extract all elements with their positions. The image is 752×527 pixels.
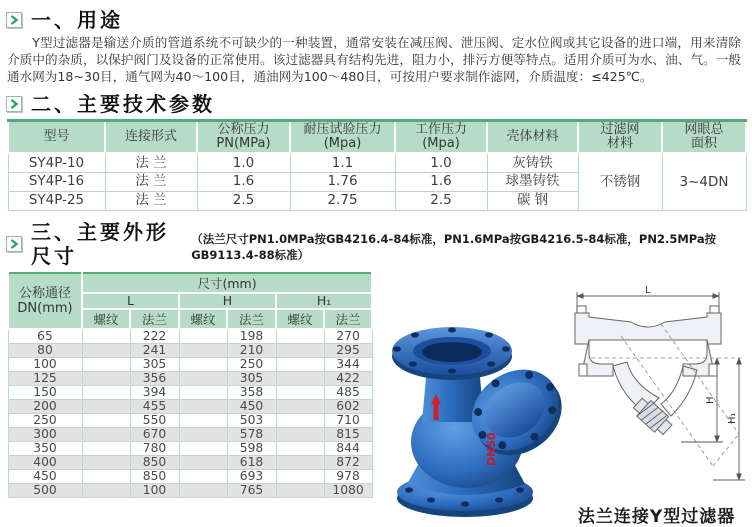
col-header-dn: 公称通径 DN(mm)	[8, 273, 82, 329]
dim-table-cell	[82, 385, 130, 399]
dim-table-cell	[82, 357, 130, 371]
dim-table-cell: 356	[130, 371, 179, 385]
dim-table-cell: 670	[130, 427, 179, 441]
dim-table-row	[8, 357, 372, 371]
dim-table-cell: 300	[8, 427, 82, 441]
dim-table-cell: 100	[8, 357, 82, 371]
tech-table-header-row	[8, 121, 746, 154]
dim-table-cell	[82, 483, 130, 497]
dim-table-cell: 850	[130, 469, 179, 483]
section-header-params	[6, 92, 744, 116]
dim-table-cell: 1080	[324, 483, 372, 497]
dim-table-cell: 241	[130, 343, 179, 357]
dim-table-cell	[276, 399, 324, 413]
dim-table-cell: 602	[324, 399, 372, 413]
dim-table-cell	[276, 469, 324, 483]
dim-table-row	[8, 413, 372, 427]
cell-test-pressure: 1.76	[290, 172, 395, 191]
dim-table-row	[8, 399, 372, 413]
dim-table-cell: 250	[227, 357, 276, 371]
dim-table-cell	[179, 329, 227, 344]
dim-table-cell: 710	[324, 413, 372, 427]
dim-table-cell: 578	[227, 427, 276, 441]
cell-model: SY4P-10	[8, 153, 105, 172]
dim-table-cell	[179, 469, 227, 483]
dim-table-cell	[179, 441, 227, 455]
col-header-flange: 法兰	[324, 309, 372, 329]
dim-table-row	[8, 371, 372, 385]
cell-nominal-pressure: 2.5	[197, 191, 290, 210]
valve-marking: DN50	[485, 432, 499, 466]
dim-table-cell: 305	[130, 357, 179, 371]
dim-table-cell: 455	[130, 399, 179, 413]
dim-table-cell: 100	[130, 483, 179, 497]
cell-connection: 法 兰	[105, 191, 197, 210]
dim-table-cell	[276, 427, 324, 441]
dim-table-cell: 65	[8, 329, 82, 344]
dim-table-cell: 222	[130, 329, 179, 344]
dim-table-cell: 598	[227, 441, 276, 455]
col-header-test-pressure: 耐压试验压力 (Mpa)	[290, 121, 395, 154]
dim-table-cell	[179, 385, 227, 399]
cell-body-material: 碳 钢	[487, 191, 578, 210]
dim-table-cell: 500	[8, 483, 82, 497]
cell-body-material: 灰铸铁	[487, 153, 578, 172]
cell-nominal-pressure: 1.0	[197, 153, 290, 172]
dim-table-row	[8, 469, 372, 483]
dim-table-cell	[82, 329, 130, 344]
dim-table-cell	[276, 385, 324, 399]
dimension-table	[7, 272, 373, 498]
dim-table-cell	[276, 371, 324, 385]
dim-table-cell	[179, 483, 227, 497]
col-group-L: L	[82, 293, 179, 309]
section-title-params: 二、主要技术参数	[31, 92, 215, 117]
dim-table-cell	[276, 483, 324, 497]
dim-table-cell: 503	[227, 413, 276, 427]
dim-table-cell: 210	[227, 343, 276, 357]
dim-table-cell: 815	[324, 427, 372, 441]
col-header-nominal-pressure: 公称压力 PN(MPa)	[197, 121, 290, 154]
dim-table-cell: 618	[227, 455, 276, 469]
dim-table-cell	[82, 413, 130, 427]
dim-table-row	[8, 427, 372, 441]
figure-caption: 法兰连接Y型过滤器	[577, 506, 736, 527]
col-header-working-pressure: 工作压力 (Mpa)	[395, 121, 487, 154]
col-header-flange: 法兰	[227, 309, 276, 329]
dim-label-L: L	[645, 284, 651, 296]
dim-table-cell: 550	[130, 413, 179, 427]
cell-model: SY4P-25	[8, 191, 105, 210]
dim-table-cell	[276, 441, 324, 455]
dim-table-row	[8, 385, 372, 399]
cell-nominal-pressure: 1.6	[197, 172, 290, 191]
dim-table-cell	[82, 399, 130, 413]
dim-table-cell: 125	[8, 371, 82, 385]
cell-working-pressure: 1.0	[395, 153, 487, 172]
section-arrow-icon	[6, 236, 22, 252]
dim-table-cell	[179, 371, 227, 385]
dim-table-cell	[82, 343, 130, 357]
top-flange	[392, 327, 512, 380]
tech-params-table	[7, 119, 747, 211]
col-header-thread: 螺纹	[276, 309, 324, 329]
cell-model: SY4P-16	[8, 172, 105, 191]
dim-table-cell	[82, 455, 130, 469]
dim-table-cell: 344	[324, 357, 372, 371]
dim-table-cell	[179, 343, 227, 357]
dim-table-cell	[82, 441, 130, 455]
dim-table-cell: 780	[130, 441, 179, 455]
usage-paragraph: Y型过滤器是输送介质的管道系统不可缺少的一种装置，通常安装在减压阀、泄压阀、定水位阀或其它设备的进口端，用来清除介质中的杂质，以保护阀门及设备的正常使用。该过滤器具有结构先进，阻力小，排污方便等特点。适用介质可为水、油、气。一般通水网为18~30目，通气网为40～100目，通油网为100～480目，可按用户要求制作滤网，介质温度：≤425℃。	[7, 35, 741, 84]
dim-table-row	[8, 329, 372, 344]
cell-connection: 法 兰	[105, 153, 197, 172]
col-header-flange: 法兰	[130, 309, 179, 329]
dim-table-cell: 150	[8, 385, 82, 399]
col-header-body-material: 壳体材料	[487, 121, 578, 154]
dim-table-cell: 850	[130, 455, 179, 469]
section-arrow-icon	[6, 96, 22, 112]
dim-table-cell: 450	[8, 469, 82, 483]
dim-table-cell: 305	[227, 371, 276, 385]
dim-table-cell: 198	[227, 329, 276, 344]
cell-test-pressure: 1.1	[290, 153, 395, 172]
dim-table-cell	[179, 357, 227, 371]
cell-mesh-area: 3~4DN	[662, 153, 746, 210]
dim-table-cell: 400	[8, 455, 82, 469]
cell-working-pressure: 2.5	[395, 191, 487, 210]
dim-table-cell: 350	[8, 441, 82, 455]
tech-table-row	[8, 153, 746, 172]
dim-table-cell: 80	[8, 343, 82, 357]
dim-table-cell: 422	[324, 371, 372, 385]
dim-table-cell	[276, 413, 324, 427]
section-title-usage: 一、用途	[31, 8, 123, 32]
dim-table-cell: 270	[324, 329, 372, 344]
dim-table-cell: 394	[130, 385, 179, 399]
section-header-usage	[6, 8, 744, 32]
dim-table-cell	[82, 469, 130, 483]
col-header-thread: 螺纹	[82, 309, 130, 329]
dim-table-cell: 295	[324, 343, 372, 357]
dim-table-row	[8, 483, 372, 497]
cell-test-pressure: 2.75	[290, 191, 395, 210]
dim-table-body	[8, 329, 372, 498]
dim-table-row	[8, 343, 372, 357]
dim-table-cell	[276, 357, 324, 371]
dim-table-cell: 872	[324, 455, 372, 469]
dimension-drawing	[561, 272, 752, 527]
dim-header-row-size	[8, 273, 372, 293]
dim-table-cell	[82, 427, 130, 441]
col-group-H1: H₁	[276, 293, 372, 309]
cell-connection: 法 兰	[105, 172, 197, 191]
dim-table-cell	[179, 399, 227, 413]
dim-label-H1: H₁	[727, 412, 739, 424]
col-header-connection: 连接形式	[105, 121, 197, 154]
dim-table-cell	[179, 427, 227, 441]
dim-table-cell	[276, 329, 324, 344]
dim-table-cell: 358	[227, 385, 276, 399]
dimensions-area	[6, 272, 744, 527]
cell-working-pressure: 1.6	[395, 172, 487, 191]
col-header-model: 型号	[8, 121, 105, 154]
dim-table-cell: 250	[8, 413, 82, 427]
dim-table-cell: 200	[8, 399, 82, 413]
dim-table-cell: 485	[324, 385, 372, 399]
dim-table-cell: 693	[227, 469, 276, 483]
cell-body-material: 球墨铸铁	[487, 172, 578, 191]
dim-table-cell	[276, 343, 324, 357]
section-arrow-icon	[6, 12, 22, 28]
col-header-screen-material: 过滤网 材料	[578, 121, 662, 154]
dim-table-cell	[276, 455, 324, 469]
col-group-H: H	[179, 293, 276, 309]
dim-table-cell: 978	[324, 469, 372, 483]
cell-screen-material: 不锈钢	[578, 153, 662, 210]
col-header-mesh-area: 网眼总 面积	[662, 121, 746, 154]
dim-label-H: H	[705, 396, 717, 404]
dim-table-row	[8, 455, 372, 469]
dim-table-row	[8, 441, 372, 455]
section-title-dims: 三、主要外形尺寸	[31, 219, 169, 268]
dim-table-cell: 765	[227, 483, 276, 497]
dim-table-cell	[82, 371, 130, 385]
dim-table-cell	[179, 413, 227, 427]
col-header-size-mm: 尺寸(mm)	[82, 273, 372, 293]
dim-table-cell: 844	[324, 441, 372, 455]
dim-table-cell	[179, 455, 227, 469]
valve-photo	[373, 272, 561, 520]
flange-standards-note: （法兰尺寸PN1.0MPa按GB4216.4-84标准，PN1.6MPa按GB4216.5-84标准，PN2.5MPa按GB9113.4-88标准）	[191, 231, 717, 262]
dim-table-cell: 450	[227, 399, 276, 413]
section-header-dims	[6, 220, 744, 268]
col-header-thread: 螺纹	[179, 309, 227, 329]
